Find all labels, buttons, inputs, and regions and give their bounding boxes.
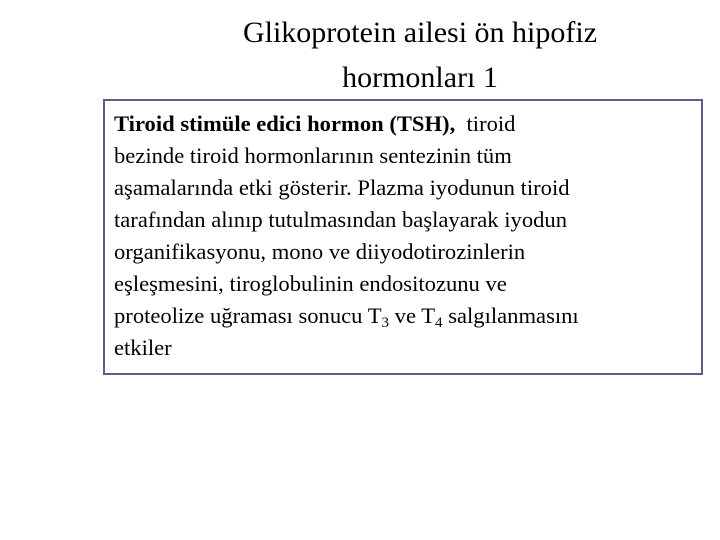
- content-line-7-part-1: proteolize uğraması sonucu T: [114, 303, 382, 328]
- slide-title-line-2: hormonları 1: [342, 61, 498, 94]
- content-line-5: organifikasyonu, mono ve diiyodotirozinlerin: [114, 239, 526, 264]
- content-line-2: bezinde tiroid hormonlarının sentezinin tüm: [114, 143, 512, 168]
- subscript-3: 3: [381, 315, 389, 331]
- content-line-8: etkiler: [114, 335, 172, 360]
- slide-title-line-1: Glikoprotein ailesi ön hipofiz: [242, 16, 598, 49]
- content-line-1-rest: tiroid: [466, 111, 516, 136]
- content-line-7-part-2: ve T: [394, 303, 436, 328]
- content-text-box: [103, 99, 703, 375]
- content-line-7: [114, 300, 701, 332]
- content-line-4: tarafından alınıp tutulmasından başlayarak iyodun: [114, 207, 568, 232]
- content-line-3: aşamalarında etki gösterir. Plazma iyodunun tiroid: [114, 175, 570, 200]
- content-line-7-part-3: salgılanmasını: [448, 303, 579, 328]
- slide-title: [120, 10, 720, 100]
- tsh-bold-lead: Tiroid stimüle edici hormon (TSH),: [114, 111, 456, 136]
- content-line-1: [114, 108, 701, 140]
- subscript-4: 4: [435, 315, 443, 331]
- content-line-6: eşleşmesini, tiroglobulinin endositozunu ve: [114, 271, 507, 296]
